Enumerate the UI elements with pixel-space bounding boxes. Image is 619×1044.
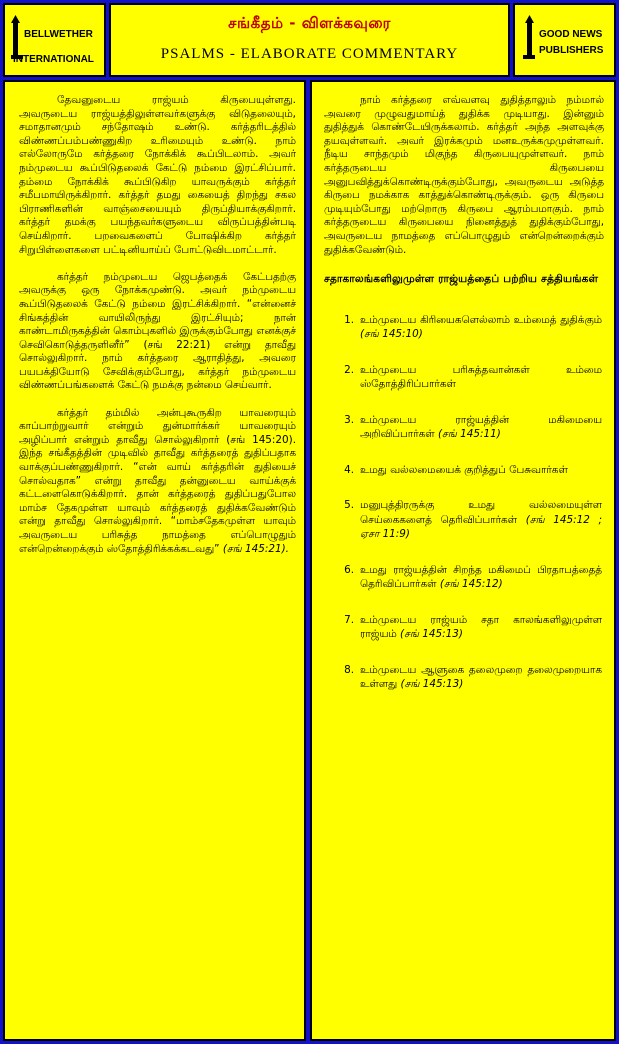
list-item-number: 5. xyxy=(344,499,354,512)
list-item-number: 4. xyxy=(344,463,354,476)
list-item-text: மனுபுத்திரருக்கு உமது வல்லமையுள்ள செய்கைகளைத் தெரிவிப்பார்கள் xyxy=(360,499,602,526)
list-item-text: உம்முடைய கிரியைகளெல்லாம் உம்மைத் துதிக்கும் xyxy=(360,313,602,326)
bellwether-logo xyxy=(3,3,106,77)
left-paragraph-1 xyxy=(19,94,296,257)
list-item xyxy=(324,498,604,542)
list-item-text: உம்முடைய பரிசுத்தவான்கள் உம்மை ஸ்தோத்திரிப்பார்கள் xyxy=(360,363,602,391)
list-item-ref: (சங் 145:12 ; ஏசா 11:9) xyxy=(360,513,603,541)
good-news-icon xyxy=(521,15,611,69)
good-news-logo-mark xyxy=(521,15,611,69)
right-paragraph-text: நாம் கர்த்தரை எவ்வளவு துதித்தாலும் நம்மால் அவரை முழுவதுமாய்த் துதிக்க முடியாது. இன்னும் துதித்துக் கொண்டேயிருக்கலாம். கர்த்தர் அந்த அளவுக்கு தயவுள்ளவர். அவர் இரக்கமும் மனஉருக்கமுமுள்ளவர். நீடிய சாந்தமும் மிகுந்த கிருபையுமுள்ளவர். நாம் கர்த்தருடைய கிருபையை அனுபவித்துக்கொண்டிருக்கும்போது, அவருடைய அடுத்த கிருபை நமக்காக காத்துக்கொண்டிருக்கும். ஒரு கிருபை முடியும்போது மற்றொரு கிருபை ஆரம்பமாகும். நாம் கர்த்தருடைய கிருபையை நினைத்துத் துதிக்கும்போது, அவருடைய நாமத்தை எப்பொழுதும் என்றென்றைக்கும் துதிக்கவேண்டும். xyxy=(324,94,604,256)
left-paragraph-2-text: கர்த்தர் நம்முடைய ஜெபத்தைக் கேட்பதற்கு அவருக்கு ஒரு நோக்கமுண்டு. அவர் நம்முடைய கூப்பிடுதலைக் கேட்டு நம்மை இரட்சிக்கிறார். “என்னைச் சிங்கத்தின் வாயிலிருந்து இரட்சியும்; நான் காண்டாமிருகத்தின் கொம்புகளில் இருக்கும்போது எனக்குச் செவிகொடுத்தருளினீர்” (சங் 22:21) என்று தாவீது சொல்லுகிறார். நாம் கர்த்தரை ஆராதித்து, அவரை பயபக்தியோடு சேவிக்கும்போது, கர்த்தர் நம்முடைய விண்ணப்பங்களைக் கேட்டு நமக்கு நன்மை செய்வார். xyxy=(19,270,297,392)
truths-list xyxy=(324,313,604,692)
list-item xyxy=(324,463,604,478)
list-item-ref: (சங் 145:10) xyxy=(360,328,423,341)
list-item-ref: (சங் 145:13) xyxy=(400,678,464,691)
list-item-text: உமது வல்லமையைக் குறித்துப் பேசுவார்கள் xyxy=(360,463,568,476)
list-item xyxy=(324,613,604,642)
list-item xyxy=(324,413,604,442)
list-item-ref: (சங் 145:13) xyxy=(400,628,463,641)
bellwether-icon xyxy=(11,15,101,69)
list-item-number: 2. xyxy=(344,363,354,376)
left-paragraph-1-text: தேவனுடைய ராஜ்யம் கிருபையுள்ளது. அவருடைய ராஜ்யத்திலுள்ளவர்களுக்கு விடுதலையும், சமாதானமும் சந்தோஷம் உண்டு. கர்த்தரிடத்தில் விண்ணப்பம்பண்ணுகிற உரிமையும் உண்டு. நாம் எல்லோருமே கர்த்தரை நோக்கிக் கூப்பிடலாம். அவர் நம்முடைய கூப்பிடுதலைக் கேட்டு நம்மை இரட்சிப்பார். தம்மை நோக்கிக் கூப்பிடுகிற யாவருக்கும் கர்த்தர் சமீபமாயிருக்கிறார். கர்த்தர் தமது கையைத் திறந்து சகல பிராணிகளின் வாஞ்சையையும் திருப்தியாக்குகிறார். கர்த்தர் தமக்கு பயந்தவர்களுடைய விருப்பத்தின்படி செய்கிறார். பறவைகளைப் போஷிக்கிற கர்த்தர் சிறுபிள்ளைகளை பட்டினியாய்ப் போட்டுவிடமாட்டார். xyxy=(19,94,296,256)
list-item-text: உம்முடைய ஆளுகை தலைமுறை தலைமுறையாக உள்ளது xyxy=(360,663,602,691)
list-item-number: 6. xyxy=(344,563,354,576)
right-column xyxy=(310,80,616,1041)
title-block xyxy=(109,3,510,77)
list-item-number: 7. xyxy=(344,613,354,626)
bellwether-logo-mark xyxy=(11,15,101,69)
logo-right-line2: PUBLISHERS xyxy=(539,45,604,56)
list-item-number: 1. xyxy=(344,313,354,326)
list-item-number: 3. xyxy=(344,413,354,426)
list-item-text: உமது ராஜ்யத்தின் சிறந்த மகிமைப் பிரதாபத்தைத் தெரிவிப்பார்கள் xyxy=(360,563,602,591)
list-item-ref: (சங் 145:12) xyxy=(439,578,503,591)
list-item xyxy=(324,313,604,342)
list-item-number: 8. xyxy=(344,663,354,676)
right-paragraph xyxy=(324,94,604,257)
list-item-text: உம்முடைய ராஜ்யம் சதா காலங்களிலுமுள்ள ராஜ்யம் xyxy=(360,613,602,641)
left-column xyxy=(3,80,306,1041)
title-english: PSALMS - ELABORATE COMMENTARY xyxy=(160,46,459,62)
left-paragraph-3-text: கர்த்தர் தம்மில் அன்புகூருகிற யாவரையும் காப்பாற்றுவார் என்றும் துன்மார்க்கர் யாவரையும் அழிப்பார் என்றும் தாவீது சொல்லுகிறார் (சங் 145:20). இந்த சங்கீதத்தின் முடிவில் தாவீது கர்த்தரைத் துதிப்பதாக வாக்குப்பண்ணுகிறார். “என் வாய் கர்த்தரின் துதியைச் சொல்வதாக” என்று தாவீது தன்னுடைய வாய்க்குக் கட்டளைகொடுக்கிறார். தான் கர்த்தரைத் துதிப்பதுபோல மாம்ச தேகமுள்ள யாவும் கர்த்தரைத் துதிக்கவேண்டும் என்று தாவீது சொல்லுகிறார். “மாம்சதேகமுள்ள யாவும் அவருடைய பரிசுத்த நாமத்தை எப்பொழுதும் என்றென்றைக்கும் ஸ்தோத்திரிக்கக்கடவது” xyxy=(19,406,296,555)
list-item xyxy=(324,563,604,592)
logo-left-line2: INTERNATIONAL xyxy=(13,54,94,65)
logo-left-line1: BELLWETHER xyxy=(24,29,93,40)
left-paragraph-3-ref: (சங் 145:21). xyxy=(222,542,289,555)
left-paragraph-2 xyxy=(19,271,296,393)
good-news-logo xyxy=(513,3,616,77)
logo-right-line1: GOOD NEWS xyxy=(539,29,603,40)
left-paragraph-3 xyxy=(19,407,296,557)
list-item xyxy=(324,663,604,692)
title-tamil: சங்கீதம் - விளக்கவுரை xyxy=(228,14,391,32)
list-item-text: உம்முடைய ராஜ்யத்தின் மகிமையை அறிவிப்பார்கள் xyxy=(360,413,602,441)
list-item-ref: (சங் 145:11) xyxy=(437,428,501,441)
section-subheading: சதாகாலங்களிலுமுள்ள ராஜ்யத்தைப் பற்றிய சத்தியங்கள் xyxy=(324,272,599,285)
page-header xyxy=(3,3,616,77)
list-item xyxy=(324,363,604,392)
